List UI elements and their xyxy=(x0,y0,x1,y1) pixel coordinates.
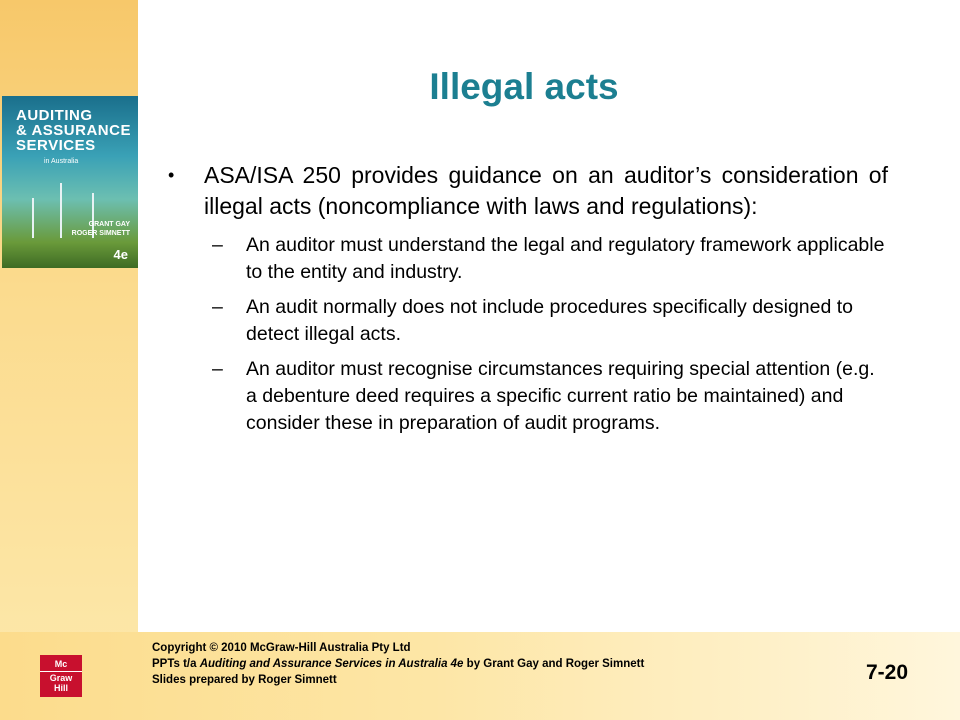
sub-bullet-item xyxy=(168,356,888,437)
mcgraw-hill-logo: Mc Graw Hill xyxy=(40,655,82,697)
wind-turbine-icon xyxy=(32,198,34,238)
book-subtitle: in Australia xyxy=(44,158,79,165)
book-title: AUDITING & ASSURANCE SERVICES xyxy=(16,107,131,154)
dash-marker: – xyxy=(212,296,223,318)
dash-marker: – xyxy=(212,234,223,256)
slide-title: Illegal acts xyxy=(429,66,619,107)
sub-bullet-list xyxy=(168,232,888,437)
wind-turbine-icon xyxy=(60,183,62,238)
sub-bullet-text: An auditor must recognise circumstances requiring special attention (e.g. a debenture deed requires a specific current ratio be maintained) and consider these in preparation of audit programs. xyxy=(246,358,875,434)
dash-marker: – xyxy=(212,358,223,380)
slide-content xyxy=(168,160,888,445)
main-bullet-text: ASA/ISA 250 provides guidance on an auditor’s consideration of illegal acts (noncompliance with laws and regulations): xyxy=(204,162,888,219)
sub-bullet-text: An auditor must understand the legal and regulatory framework applicable to the entity and industry. xyxy=(246,234,885,283)
slide-number: 7-20 xyxy=(866,661,909,684)
sub-bullet-item xyxy=(168,294,888,348)
main-bullet xyxy=(168,160,888,222)
footer-copyright xyxy=(152,640,644,688)
prepared-by-line: Slides prepared by Roger Simnett xyxy=(152,674,337,686)
book-cover-image xyxy=(2,96,138,268)
sub-bullet-item xyxy=(168,232,888,286)
book-edition: 4e xyxy=(113,247,128,262)
ppts-line: PPTs t/a Auditing and Assurance Services in Australia 4e by Grant Gay and Roger Simnett xyxy=(152,658,645,670)
copyright-line: Copyright © 2010 McGraw-Hill Australia Pty Ltd xyxy=(152,642,411,654)
book-authors: GRANT GAY ROGER SIMNETT xyxy=(71,221,130,237)
sub-bullet-text: An audit normally does not include procedures specifically designed to detect illegal acts. xyxy=(246,296,854,345)
bullet-marker: • xyxy=(168,165,175,185)
